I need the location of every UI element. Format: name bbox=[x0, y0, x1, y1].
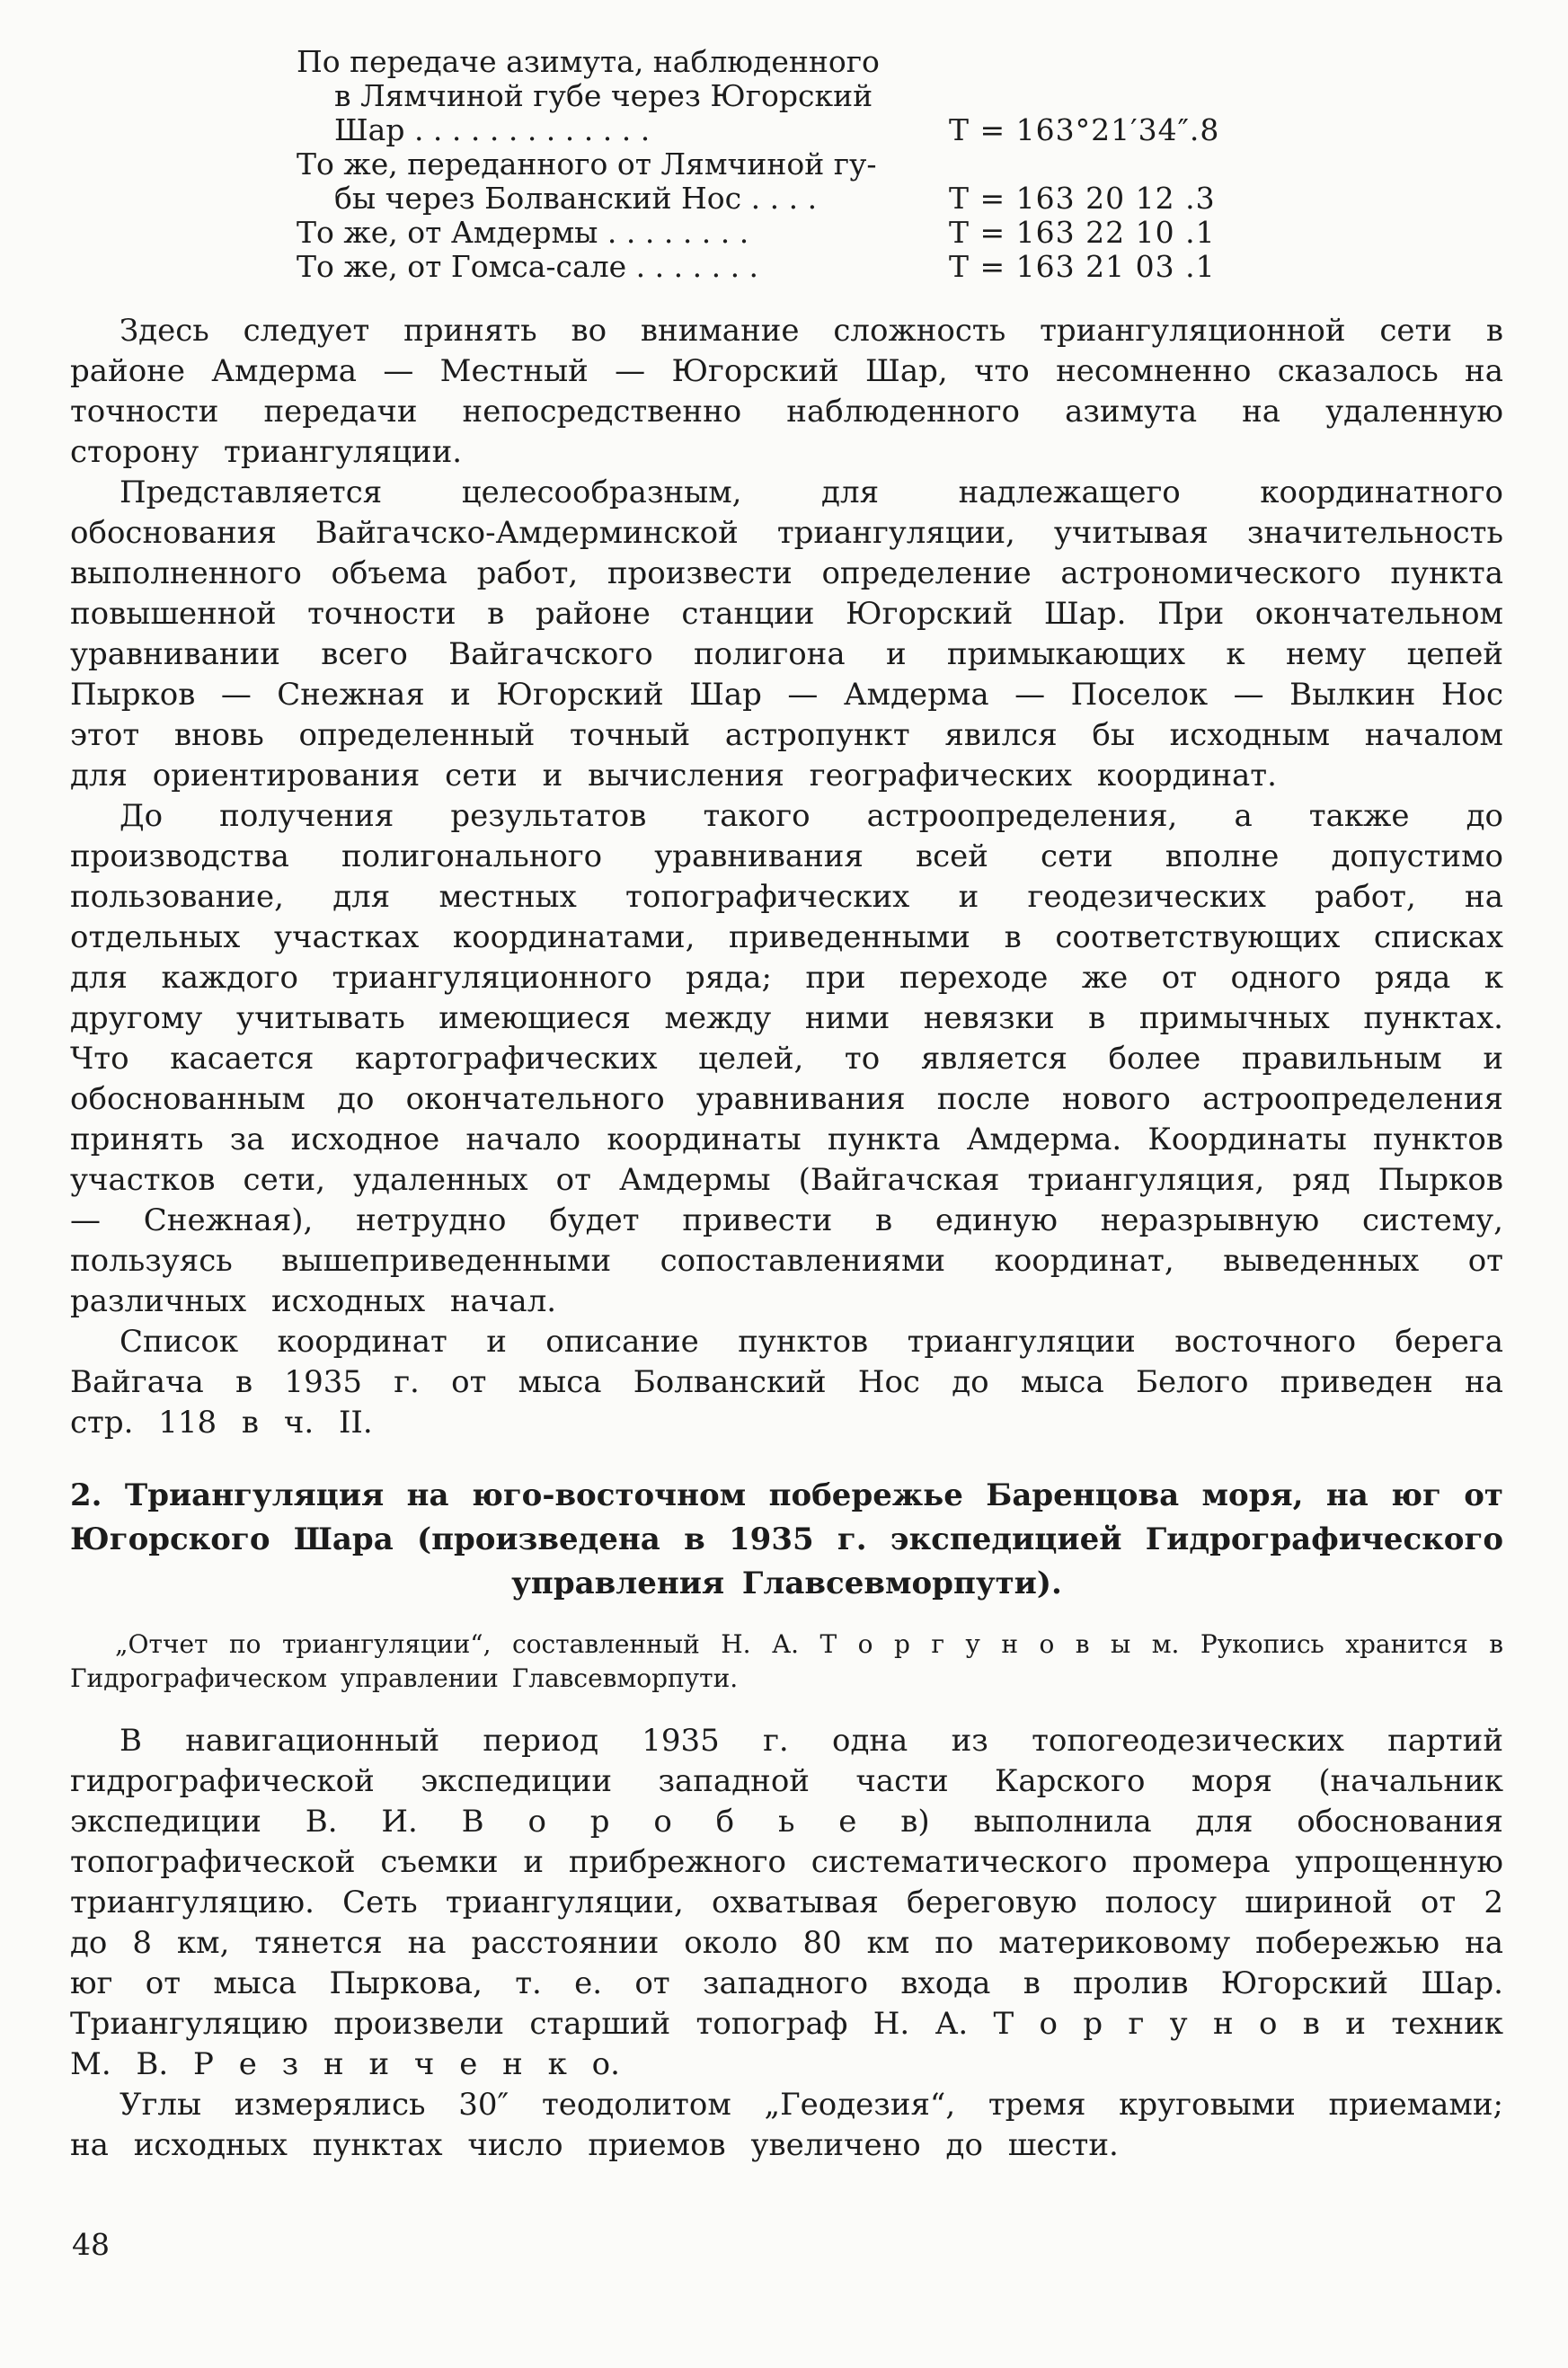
azimuth-item-label bbox=[297, 216, 1503, 250]
azimuth-item-label bbox=[297, 147, 1503, 216]
section-footnote: „Отчет по триангуляции“, составленный Н. А. Т о р г у н о в ы м. Рукопись хранится в Гидрографическом управлении Главсевморпути. bbox=[70, 1629, 1503, 1693]
azimuth-item bbox=[297, 216, 1503, 250]
azimuth-item-line: По передаче азимута, наблюденного bbox=[297, 44, 880, 79]
azimuth-item bbox=[297, 147, 1503, 216]
body-paragraph: Список координат и описание пунктов триангуляции восточного берега Вайгача в 1935 г. от мыса Болванский Нос до мыса Белого приведен на стр. 118 в ч. II. bbox=[70, 1324, 1503, 1441]
page-number: 48 bbox=[72, 2227, 110, 2262]
azimuth-value: Т = 163 22 10 .1 bbox=[949, 215, 1216, 250]
body-paragraph: Углы измерялись 30″ теодолитом „Геодезия“, тремя круговыми приемами; на исходных пунктах число приемов увеличено до шести. bbox=[70, 2087, 1503, 2163]
azimuth-item-line: То же, от Гомса-сале . . . . . . . bbox=[297, 249, 759, 284]
azimuth-item-line: в Лямчиной губе через Югорский bbox=[334, 78, 873, 113]
body-paragraph: До получения результатов такого астроопределения, а также до производства полигонального уравнивания всей сети вполне допустимо пользование, для местных топографических и геодезических работ, на отдельных участках координатами, приведенными в соответствующих списках для каждого триангуляционного ряда; при переходе же от одного ряда к другому учитывать имеющиеся между ними невязки в примычных пунктах. Что касается картографических целей, то является более правильным и обоснованным до окончательного уравнивания после нового астроопределения принять за исходное начало координаты пункта Амдерма. Координаты пунктов участков сети, удаленных от Амдермы (Вайгачская триангуляция, ряд Пырков — Снежная), нетрудно будет привести в единую неразрывную систему, пользуясь вышеприведенными сопоставлениями координат, выведенных от различных исходных начал. bbox=[70, 798, 1503, 1319]
azimuth-item-line: бы через Болванский Нос . . . . bbox=[334, 181, 818, 216]
body-paragraph: Представляется целесообразным, для надлежащего координатного обоснования Вайгачско-Амдерминской триангуляции, учитывая значительность выполненного объема работ, произвести определение астрономического пункта повышенной точности в районе станции Югорский Шар. При окончательном уравнивании всего Вайгачского полигона и примыкающих к нему цепей Пырков — Снежная и Югорский Шар — Амдерма — Поселок — Вылкин Нос этот вновь определенный точный астропункт явился бы исходным началом для ориентирования сети и вычисления географических координат. bbox=[70, 474, 1503, 794]
azimuth-list bbox=[297, 45, 1503, 284]
azimuth-item-line: То же, от Амдермы . . . . . . . . bbox=[297, 215, 749, 250]
section-heading: 2. Триангуляция на юго-восточном побережье Баренцова моря, на юг от Югорского Шара (произведена в 1935 г. экспедицией Гидрографического управления Главсевморпути). bbox=[70, 1477, 1503, 1601]
azimuth-item-label bbox=[297, 250, 1503, 284]
azimuth-item bbox=[297, 45, 1503, 147]
azimuth-item bbox=[297, 250, 1503, 284]
azimuth-item-line: То же, переданного от Лямчиной гу- bbox=[297, 146, 877, 182]
azimuth-value: Т = 163°21′34″.8 bbox=[949, 112, 1220, 147]
azimuth-item-label bbox=[297, 45, 1503, 147]
azimuth-value: Т = 163 20 12 .3 bbox=[949, 181, 1216, 216]
azimuth-item-line: Шар . . . . . . . . . . . . . bbox=[334, 112, 651, 147]
azimuth-value: Т = 163 21 03 .1 bbox=[949, 249, 1216, 284]
body-paragraph: В навигационный период 1935 г. одна из топогеодезических партий гидрографической экспедиции западной части Карского моря (начальник экспедиции В. И. В о р о б ь е в) выполнила для обоснования топографической съемки и прибрежного систематического промера упрощенную триангуляцию. Сеть триангуляции, охватывая береговую полосу шириной от 2 до 8 км, тянется на расстоянии около 80 км по материковому побережью на юг от мыса Пыркова, т. е. от западного входа в пролив Югорский Шар. Триангуляцию произвели старший топограф Н. А. Т о р г у н о в и техник М. В. Р е з н и ч е н к о. bbox=[70, 1723, 1503, 2082]
body-paragraph: Здесь следует принять во внимание сложность триангуляционной сети в районе Амдерма — Местный — Югорский Шар, что несомненно сказалось на точности передачи непосредственно наблюденного азимута на удаленную сторону триангуляции. bbox=[70, 313, 1503, 470]
